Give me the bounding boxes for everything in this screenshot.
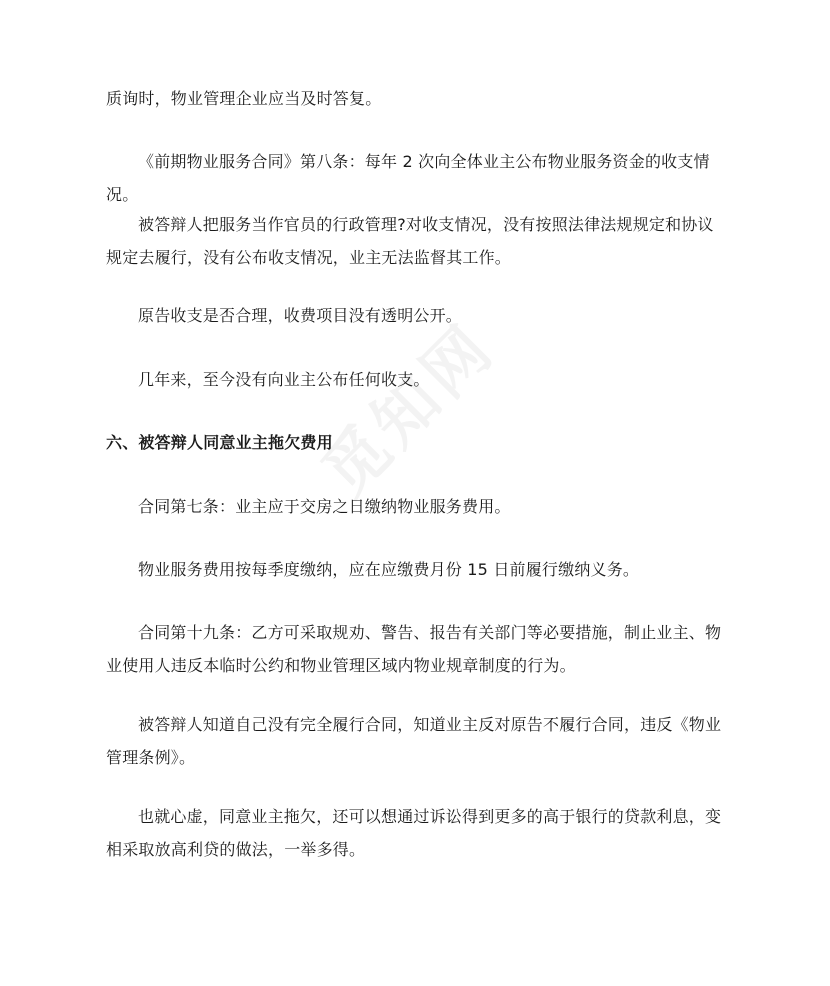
paragraph-2: 《前期物业服务合同》第八条：每年 2 次向全体业主公布物业服务资金的收支情况。 [106,152,710,204]
paragraph-8: 合同第十九条：乙方可采取规劝、警告、报告有关部门等必要措施，制止业主、物业使用人违反本临时公约和物业管理区域内物业规章制度的行为。 [106,623,722,675]
paragraph-4: 原告收支是否合理，收费项目没有透明公开。 [138,306,463,325]
paragraph-5: 几年来，至今没有向业主公布任何收支。 [138,370,430,389]
paragraph-9: 被答辩人知道自己没有完全履行合同，知道业主反对原告不履行合同，违反《物业管理条例》。 [106,715,722,767]
paragraph-6: 合同第七条：业主应于交房之日缴纳物业服务费用。 [138,497,511,516]
section-heading-6: 六、被答辩人同意业主拖欠费用 [106,433,333,452]
paragraph-10: 也就心虚，同意业主拖欠，还可以想通过诉讼得到更多的高于银行的贷款利息，变相采取放高利贷的做法，一举多得。 [106,807,722,859]
paragraph-3: 被答辩人把服务当作官员的行政管理?对收支情况，没有按照法律法规规定和协议规定去履行，没有公布收支情况，业主无法监督其工作。 [106,215,714,267]
paragraph-7: 物业服务费用按每季度缴纳，应在应缴费月份 15 日前履行缴纳义务。 [138,560,640,579]
paragraph-1: 质询时，物业管理企业应当及时答复。 [106,89,382,108]
